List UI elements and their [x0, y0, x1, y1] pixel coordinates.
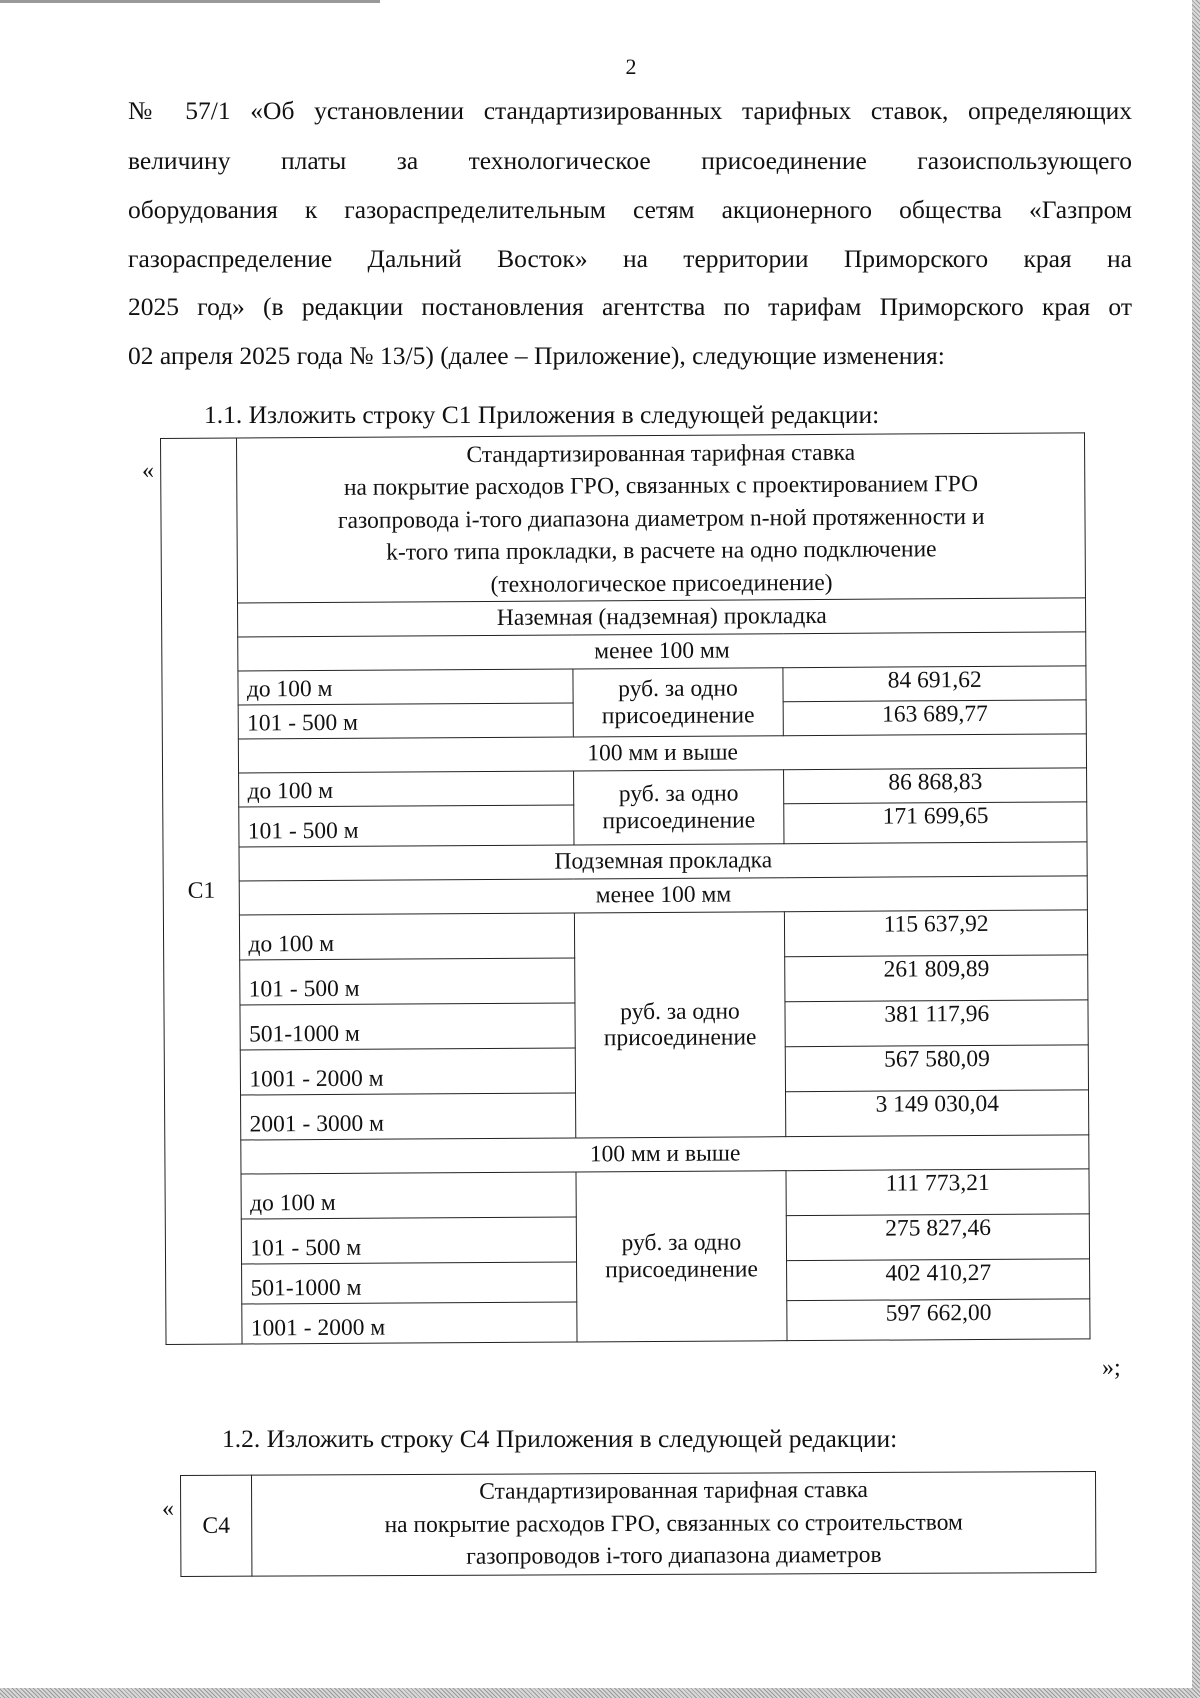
- diameter-band: менее 100 мм: [238, 632, 1086, 671]
- unit-line: руб. за одно: [618, 780, 739, 808]
- header-line: Стандартизированная тарифная ставка: [479, 1477, 868, 1506]
- length-cell: до 100 м: [238, 669, 572, 705]
- open-quote: «: [162, 1496, 174, 1522]
- table-header: [252, 1472, 1096, 1577]
- intro-line: 02 апреля 2025 года № 13/5) (далее – Приложение), следующие изменения:: [128, 341, 945, 370]
- section-title: Подземная прокладка: [239, 842, 1087, 881]
- length-cell: 101 - 500 м: [239, 703, 573, 739]
- item-1-1: 1.1. Изложить строку С1 Приложения в следующей редакции:: [204, 400, 880, 429]
- diameter-band: 100 мм и выше: [241, 1135, 1089, 1174]
- value-cell: 115 637,92: [785, 910, 1088, 957]
- intro-line: газораспределение Дальний Восток» на территории Приморского края на: [128, 244, 1132, 273]
- diameter-band: 100 мм и выше: [239, 734, 1087, 773]
- unit-line: присоединение: [601, 701, 755, 729]
- unit-line: присоединение: [602, 806, 756, 834]
- header-line: на покрытие расходов ГРО, связанных со строительством: [384, 1509, 963, 1538]
- unit-line: присоединение: [603, 1024, 757, 1052]
- scan-edge-bottom: [0, 1688, 1200, 1698]
- table-header: [237, 433, 1086, 603]
- length-cell: 101 - 500 м: [240, 958, 574, 1005]
- intro-line: № 57/1 «Об установлении стандартизированных тарифных ставок, определяющих: [128, 96, 1132, 125]
- length-cell: до 100 м: [239, 771, 573, 807]
- unit-line: присоединение: [605, 1255, 758, 1283]
- header-line: газопровода i-того диапазона диаметром n-ной протяженности и: [337, 503, 985, 534]
- length-cell: до 100 м: [241, 1172, 575, 1219]
- intro-line: величину платы за технологическое присоединение газоиспользующего: [128, 146, 1132, 175]
- value-cell: 261 809,89: [785, 955, 1088, 1002]
- section-title: Наземная (надземная) прокладка: [238, 598, 1086, 637]
- value-cell: 111 773,21: [786, 1169, 1089, 1216]
- length-cell: 1001 - 2000 м: [242, 1302, 576, 1344]
- value-cell: 275 827,46: [787, 1214, 1090, 1261]
- header-line: на покрытие расходов ГРО, связанных с проектированием ГРО: [343, 471, 979, 502]
- value-cell: 86 868,83: [784, 768, 1087, 804]
- length-cell: 501-1000 м: [240, 1003, 574, 1050]
- length-cell: до 100 м: [240, 913, 574, 960]
- unit-line: руб. за одно: [621, 1229, 742, 1257]
- unit-line: руб. за одно: [618, 675, 738, 703]
- unit-line: руб. за одно: [620, 998, 740, 1025]
- unit-cell: [572, 668, 783, 737]
- header-line: k-того типа прокладки, в расчете на одно подключение: [386, 536, 937, 566]
- value-cell: 402 410,27: [787, 1259, 1090, 1301]
- value-cell: 163 689,77: [784, 700, 1087, 736]
- row-code: С4: [181, 1475, 252, 1576]
- intro-line: 2025 год» (в редакции постановления агентства по тарифам Приморского края от: [128, 292, 1132, 321]
- unit-cell: [576, 1171, 788, 1342]
- value-cell: 597 662,00: [787, 1299, 1090, 1341]
- scan-edge-right: [1192, 0, 1200, 1698]
- length-cell: 2001 - 3000 м: [241, 1093, 575, 1140]
- header-line: газопроводов i-того диапазона диаметров: [466, 1542, 882, 1570]
- unit-cell: [574, 912, 786, 1138]
- close-quote: »;: [1102, 1355, 1121, 1381]
- header-line: Стандартизированная тарифная ставка: [466, 439, 856, 469]
- length-cell: 1001 - 2000 м: [241, 1048, 575, 1095]
- scan-edge-top: [0, 0, 380, 3]
- value-cell: 171 699,65: [784, 802, 1087, 844]
- value-cell: 381 117,96: [785, 1000, 1088, 1047]
- open-quote: «: [142, 458, 154, 484]
- unit-cell: [573, 770, 784, 845]
- tariff-table-c4: [180, 1471, 1096, 1577]
- diameter-band: менее 100 мм: [240, 876, 1088, 915]
- value-cell: 84 691,62: [783, 666, 1086, 702]
- header-line: (технологическое присоединение): [490, 569, 833, 598]
- value-cell: 567 580,09: [786, 1045, 1089, 1092]
- page-number: 2: [625, 54, 637, 79]
- length-cell: 501-1000 м: [242, 1262, 576, 1304]
- length-cell: 101 - 500 м: [242, 1217, 576, 1264]
- intro-line: оборудования к газораспределительным сетям акционерного общества «Газпром: [128, 195, 1132, 224]
- tariff-table-c1: [160, 432, 1091, 1345]
- row-code: С1: [161, 438, 243, 1345]
- item-1-2: 1.2. Изложить строку С4 Приложения в следующей редакции:: [222, 1424, 898, 1453]
- value-cell: 3 149 030,04: [786, 1090, 1089, 1137]
- length-cell: 101 - 500 м: [239, 805, 573, 847]
